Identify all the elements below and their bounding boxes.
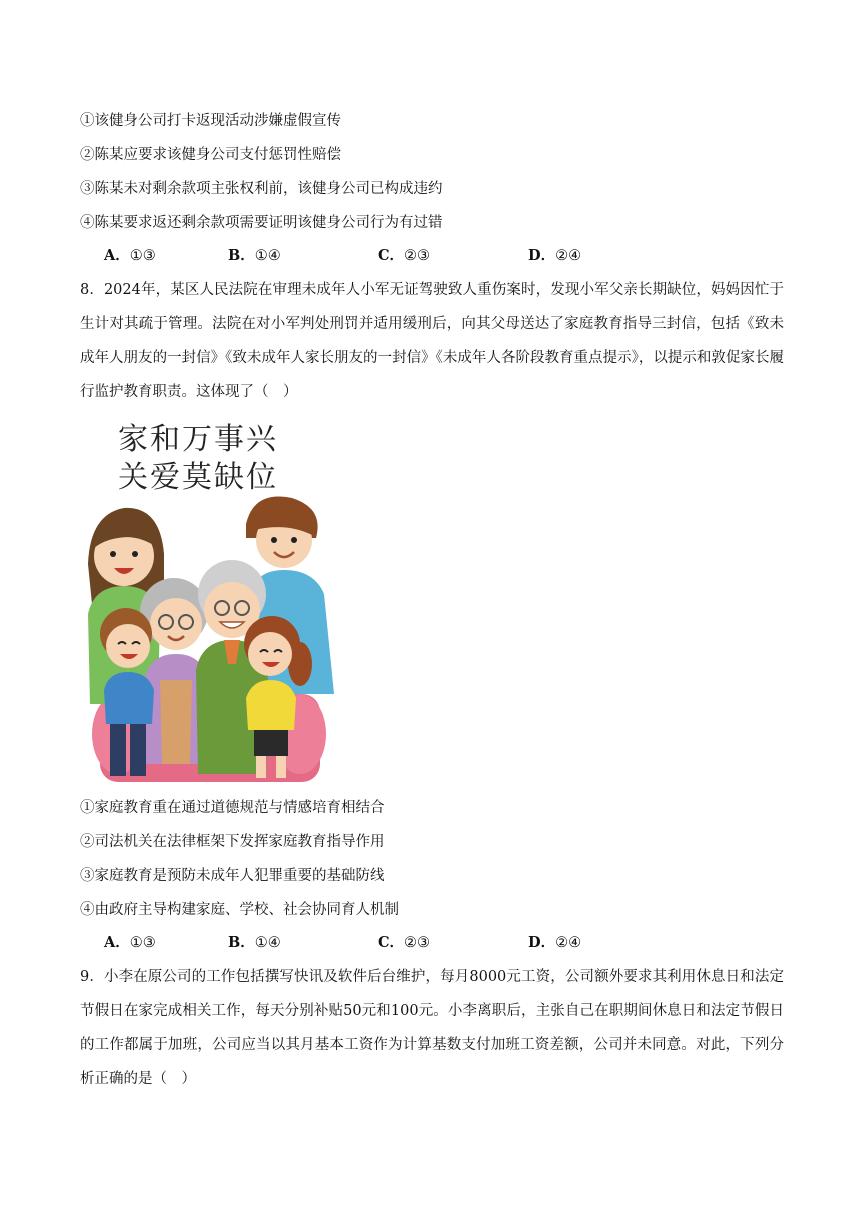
q8-option-2: ②司法机关在法律框架下发挥家庭教育指导作用: [80, 834, 385, 850]
q7-choices: [104, 246, 704, 266]
q8-choice-c[interactable]: C．②③: [378, 934, 431, 951]
q8-option-3: ③家庭教育是预防未成年人犯罪重要的基础防线: [80, 868, 385, 884]
q7-choice-d[interactable]: D．②④: [528, 247, 582, 264]
q9-stem: 9．小李在原公司的工作包括撰写快讯及软件后台维护，每月8000元工资，公司额外要求其利用休息日和法定节假日在家完成相关工作，每天分别补贴50元和100元。小李离职后，主张自己在职期间休息日和法定节假日的工作都属于加班，公司应当以其月基本工资作为计算基数支付加班工资差额，公司并未同意。对此，下列分析正确的是（ ）: [80, 969, 784, 1087]
q7-choice-a[interactable]: A．①③: [104, 247, 156, 264]
family-illustration: [78, 494, 340, 784]
family-poster-image: [78, 412, 340, 784]
q8-stem: 8．2024年，某区人民法院在审理未成年人小军无证驾驶致人重伤案时，发现小军父亲长期缺位，妈妈因忙于生计对其疏于管理。法院在对小军判处刑罚并适用缓刑后，向其父母送达了家庭教育指导三封信，包括《致未成年人朋友的一封信》《致未成年人家长朋友的一封信》《未成年人各阶段教育重点提示》，以提示和敦促家长履行监护教育职责。这体现了（ ）: [80, 282, 784, 400]
q7-choice-b[interactable]: B．①④: [228, 247, 281, 264]
q7-option-4: ④陈某要求返还剩余款项需要证明该健身公司行为有过错: [80, 215, 443, 231]
q8-choice-d[interactable]: D．②④: [528, 934, 582, 951]
q8-choices: [104, 933, 704, 953]
poster-title-line1: 家和万事兴: [118, 422, 278, 457]
q7-option-2: ②陈某应要求该健身公司支付惩罚性赔偿: [80, 147, 341, 163]
q7-option-1: ①该健身公司打卡返现活动涉嫌虚假宣传: [80, 113, 341, 129]
q7-choice-c[interactable]: C．②③: [378, 247, 431, 264]
q8-choice-a[interactable]: A．①③: [104, 934, 156, 951]
q8-choice-b[interactable]: B．①④: [228, 934, 281, 951]
q8-option-1: ①家庭教育重在通过道德规范与情感培育相结合: [80, 800, 385, 816]
q8-option-4: ④由政府主导构建家庭、学校、社会协同育人机制: [80, 902, 399, 918]
poster-title-line2: 关爱莫缺位: [118, 460, 278, 495]
q7-option-3: ③陈某未对剩余款项主张权利前，该健身公司已构成违约: [80, 181, 443, 197]
